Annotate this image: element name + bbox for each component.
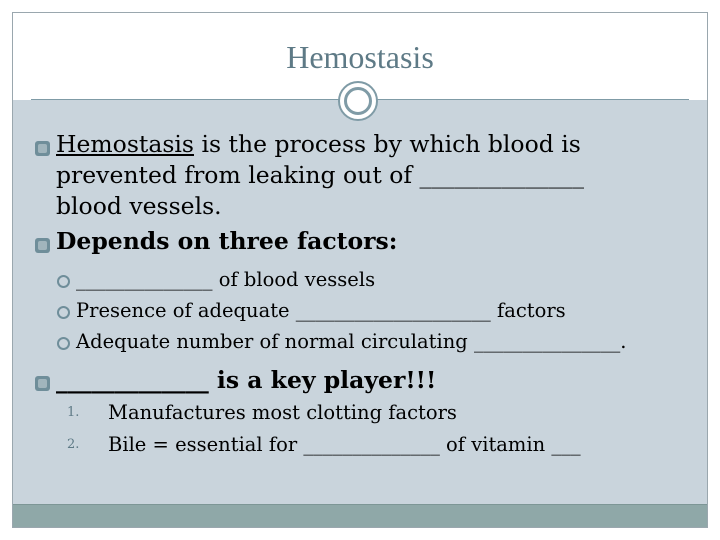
bullet-1-line-1 — [56, 129, 581, 160]
footer-bar — [13, 504, 707, 527]
bullet-1-line-1-rest: is the process by which blood is — [193, 130, 581, 158]
circle-bullet-icon — [57, 337, 70, 350]
number-marker-2: 2. — [67, 437, 80, 452]
bullet-1-line-3: blood vessels. — [56, 192, 222, 220]
sub-bullet-1: ______________ of blood vessels — [76, 268, 376, 291]
circle-bullet-icon — [57, 306, 70, 319]
sub-bullet-2: Presence of adequate ____________________ factors — [76, 299, 566, 322]
square-bullet-icon — [35, 238, 50, 253]
bullet-1-line-2: prevented from leaking out of ______________ — [56, 161, 585, 189]
circle-bullet-icon — [57, 275, 70, 288]
slide-title: Hemostasis — [286, 39, 434, 75]
ring-inner-icon — [344, 87, 372, 115]
square-bullet-icon — [35, 376, 50, 391]
square-bullet-icon — [35, 141, 50, 156]
sub-bullet-3: Adequate number of normal circulating _______________. — [76, 330, 627, 353]
bullet-3-text: _____________ is a key player!!! — [56, 366, 437, 394]
numbered-item-1: Manufactures most clotting factors — [108, 401, 457, 424]
number-marker-1: 1. — [67, 405, 80, 420]
ring-ornament-icon — [338, 81, 378, 121]
numbered-item-2: Bile = essential for ______________ of vitamin ___ — [108, 433, 581, 456]
bullet-2-text: Depends on three factors: — [56, 227, 398, 255]
slide — [12, 12, 708, 528]
hemostasis-term: Hemostasis — [56, 130, 194, 158]
